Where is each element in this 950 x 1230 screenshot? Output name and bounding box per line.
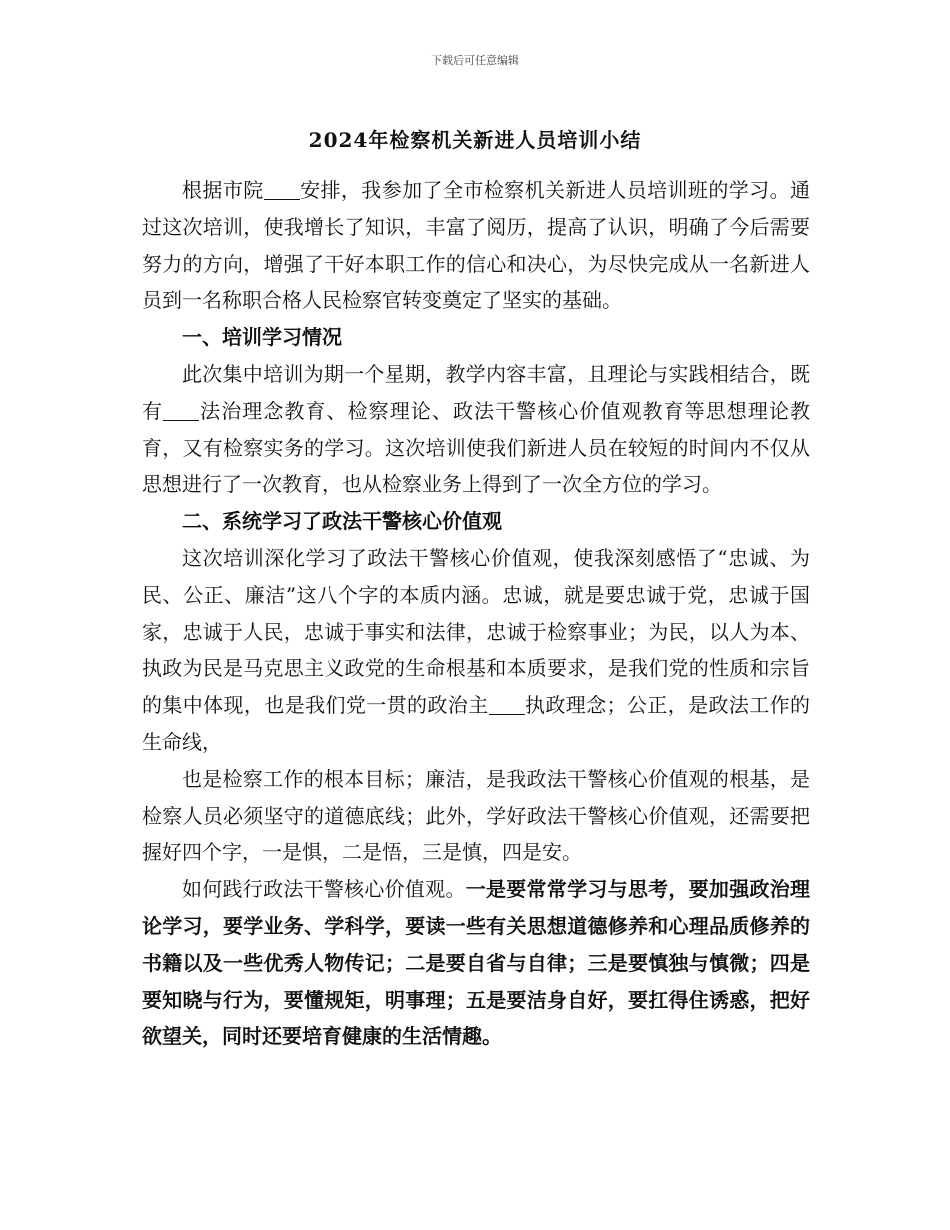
paragraph-training-part1: 此次集中培训为期一个星期，教学内容丰富，且理论与实践相结合，既有: [142, 361, 810, 423]
paragraph-intro-part2: 安排，我参加了全市检察机关新进人员培训班的学习。通过这次培训，使我增长了知识，丰富了阅历，提高了认识，明确了今后需要努力的方向，增强了干好本职工作的信心和决心，为尽快完成从一名新进人员到一名称职合格人民检察官转变奠定了坚实的基础。: [142, 178, 811, 313]
paragraph-values: [142, 540, 810, 761]
paragraph-intro-part1: 根据市院: [182, 178, 264, 202]
paragraph-values-part2: 执政理念；公正，是政法工作的生命线，: [142, 693, 811, 754]
section-heading-2: 二、系统学习了政法干警核心价值观: [182, 509, 502, 534]
paragraph-practice-lead: 如何践行政法干警核心价值观。: [182, 877, 466, 902]
blank-underline: [264, 179, 300, 200]
paragraph-training: [142, 356, 810, 503]
paragraph-values-part1: 这次培训深化学习了政法干警核心价值观，使我深刻感悟了“忠诚、为民、公正、廉洁”这八个字的本质内涵。忠诚，就是要忠诚于党，忠诚于国家，忠诚于人民，忠诚于事实和法律，忠诚于检察事业；为民，以人为本、执政为民是马克思主义政党的生命根基和本质要求，是我们党的性质和宗旨的集中体现，也是我们党一贯的政治主: [142, 545, 810, 718]
paragraph-integrity: 也是检察工作的根本目标；廉洁，是我政法干警核心价值观的根基，是检察人员必须坚守的道德底线；此外，学好政法干警核心价值观，还需要把握好四个字，一是惧，二是悟，三是慎，四是安。: [142, 766, 810, 865]
paragraph-training-part2: 法治理念教育、检察理论、政法干警核心价值观教育等思想理论教育，又有检察实务的学习。这次培训使我们新进人员在较短的时间内不仅从思想进行了一次教育，也从检察业务上得到了一次全方位的学习。: [142, 398, 811, 497]
blank-underline: [163, 400, 199, 421]
blank-underline: [489, 694, 525, 715]
paragraph-practice-bold: 一是要常常学习与思考，要加强政治理论学习，要学业务、学科学，要读一些有关思想道德修养和心理品质修养的书籍以及一些优秀人物传记；二是要自省与自律；三是要慎独与慎微；四是要知晓与行为，要懂规矩，明事理；五是要洁身自好，要扛得住诱惑，把好欲望关，同时还要培育健康的生活情趣。: [142, 877, 811, 1049]
document-body: [142, 172, 810, 1055]
paragraph-practice: [142, 871, 810, 1055]
document-title: 2024年检察机关新进人员培训小结: [308, 128, 642, 152]
paragraph-intro: [142, 172, 810, 319]
section-heading-1: 一、培训学习情况: [182, 325, 342, 350]
page-header-note: 下载后可任意编辑: [431, 54, 519, 67]
